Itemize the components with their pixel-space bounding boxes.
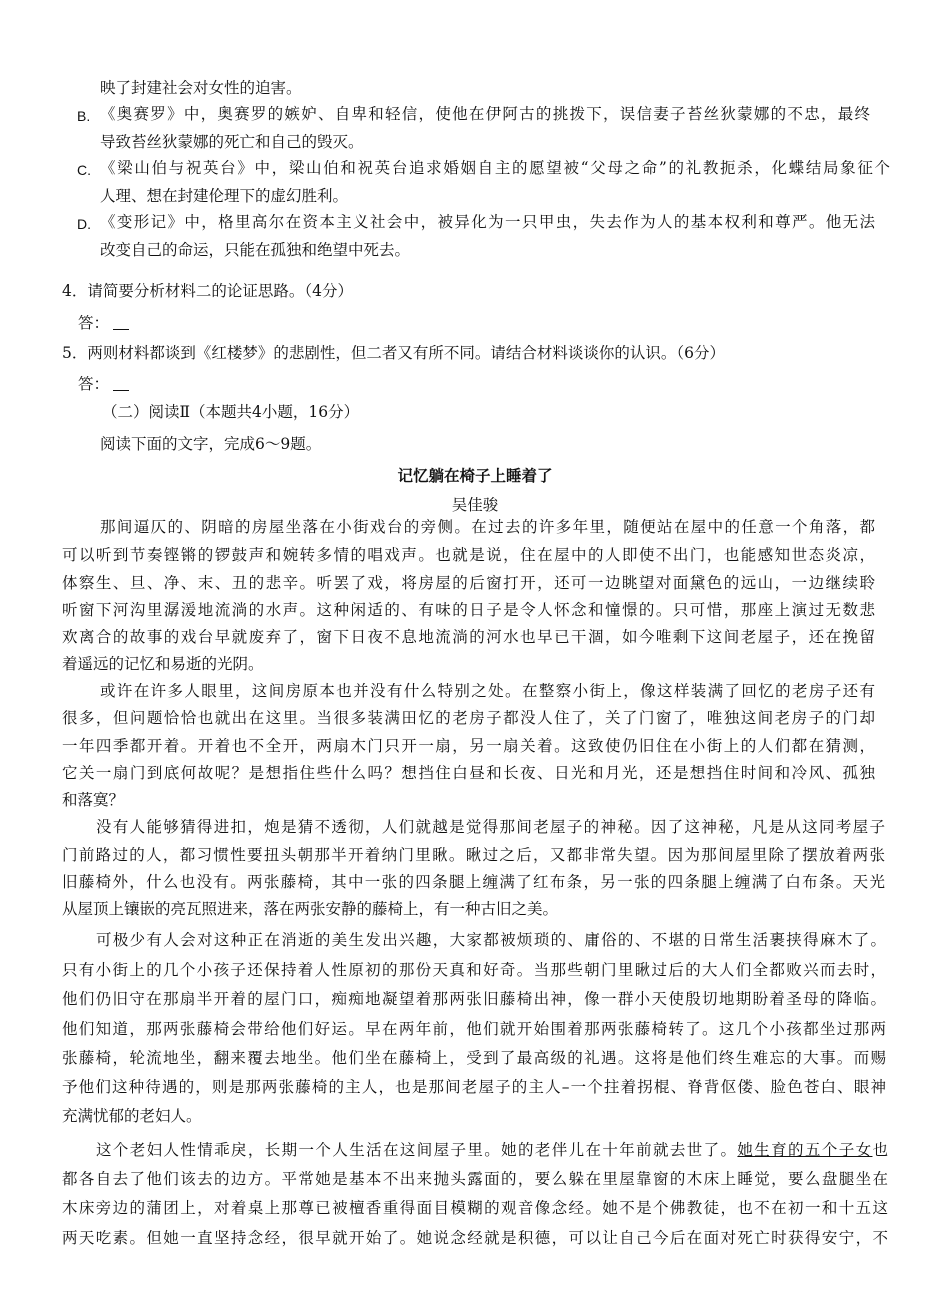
paragraph-5-text: 也 (872, 1141, 888, 1159)
option-c-line-2: 人理、想在封建伦理下的虚幻胜利。 (100, 187, 349, 205)
option-d-line-2: 改变自己的命运，只能在孤独和绝望中死去。 (100, 241, 411, 259)
paragraph-2-line: 它关一扇门到底何故呢？是想指住些什么吗？想挡住白昼和长夜、日光和月光，还是想挡住时间和冷风、孤独 (62, 764, 875, 782)
option-c-line-1: 《梁山伯与祝英台》中，梁山伯和祝英台追求婚姻自主的愿望被“父母之命”的礼教扼杀，化蝶结局象征个 (100, 159, 890, 177)
option-b-line-1: 《奥赛罗》中，奥赛罗的嫉妒、自卑和轻信，使他在伊阿古的挑拨下，误信妻子苔丝狄蒙娜的不忠，最终 (100, 105, 870, 123)
paragraph-2-line: 一年四季都开着。开着也不全开，两扇木门只开一扇，另一扇关着。这致使仍旧住在小街上的人们都在猜测， (62, 737, 875, 755)
paragraph-4-line: 他们仍旧守在那扇半开着的屋门口，痴痴地凝望着那两张旧藤椅出神，像一群小天使殷切地期盼着圣母的降临。 (62, 990, 886, 1008)
option-c-letter: C. (77, 162, 91, 178)
paragraph-4-line: 充满忧郁的老妇人。 (62, 1107, 202, 1125)
paragraph-3-line: 没有人能够猜得进扣，炮是猜不透彻，人们就越是觉得那间老屋子的神秘。因了这神秘，凡是从这同考屋子 (96, 818, 885, 836)
answer-label: 答： (78, 375, 110, 393)
paragraph-1-line: 欢离合的故事的戏台早就废弃了，窗下日夜不息地流淌的河水也早已干涸，如今唯剩下这间老屋子，还在挽留 (62, 628, 875, 646)
option-d-line-1: 《变形记》中，格里高尔在资本主义社会中，被异化为一只甲虫，失去作为人的基本权利和尊严。他无法 (100, 213, 875, 231)
paragraph-2-line: 很多，但问题恰恰也就出在这里。当很多装满田忆的老房子都没人住了，关了门窗了，唯独这间老房子的门却 (62, 709, 875, 727)
paragraph-4-line: 只有小街上的几个小孩子还保持着人性原初的那份天真和好奇。当那些朝门里瞅过后的大人们全都败兴而去时， (62, 961, 886, 979)
paragraph-5-line: 都各自去了他们该去的边方。平常她是基本不出来抛头露面的，要么躲在里屋靠窗的木床上睡觉，要么盘腿坐在 (62, 1170, 888, 1188)
option-b-line-2: 导致苔丝狄蒙娜的死亡和自己的毁灭。 (100, 133, 364, 151)
section-instruction: 阅读下面的文字，完成6～9题。 (100, 435, 322, 453)
answer-4 (78, 313, 129, 333)
answer-4-blank[interactable] (113, 315, 129, 330)
option-a-tail: 映了封建社会对女性的迫害。 (100, 79, 302, 97)
paragraph-1-line: 着遥远的记忆和易逝的光阴。 (62, 655, 264, 673)
section-heading: （二）阅读Ⅱ（本题共4小题，16分） (102, 403, 360, 421)
paragraph-4-line: 予他们这种待遇的，则是那两张藤椅的主人，也是那间老屋子的主人–一个拄着拐棍、脊背伛偻、脸色苍白、眼神 (62, 1078, 886, 1096)
answer-5-blank[interactable] (113, 376, 129, 391)
answer-5 (78, 374, 129, 394)
answer-label: 答： (78, 314, 110, 332)
paragraph-5-line: 木床旁边的蒲团上，对着桌上那尊已被檀香重得面目模糊的观音像念经。她不是个佛教徒，也不在初一和十五这 (62, 1199, 888, 1217)
paragraph-4-line: 可极少有人会对这种正在消逝的美生发出兴趣，大家都被烦琐的、庸俗的、不堪的日常生活裹挟得麻木了。 (96, 931, 886, 949)
paragraph-5-text: 这个老妇人性情乖戾，长期一个人生活在这间屋子里。她的老伴儿在十年前就去世了。 (96, 1141, 738, 1159)
paragraph-1-line: 那间逼仄的、阴暗的房屋坐落在小街戏台的旁侧。在过去的许多年里，随便站在屋中的任意一个角落，都 (100, 518, 875, 536)
paragraph-5-line (96, 1140, 888, 1160)
paragraph-3-line: 从屋顶上镶嵌的亮瓦照进来，落在两张安静的藤椅上，有一种古旧之美。 (62, 900, 559, 918)
paragraph-5-line: 两天吃素。但她一直坚持念经，很早就开始了。她说念经就是积德，可以让自己今后在面对死亡时获得安宁，不 (62, 1229, 888, 1247)
option-d-letter: D. (77, 216, 91, 232)
paragraph-1-line: 可以听到节奏铿锵的锣鼓声和婉转多情的唱戏声。也就是说，住在屋中的人即使不出门，也能感知世态炎凉， (62, 546, 875, 564)
question-5: 5．两则材料都谈到《红楼梦》的悲剧性，但二者又有所不同。请结合材料谈谈你的认识。（6分） (62, 344, 725, 362)
paragraph-1-line: 体察生、旦、净、末、丑的悲辛。听罢了戏，将房屋的后窗打开，还可一边眺望对面黛色的远山，一边继续聆 (62, 574, 875, 592)
underlined-phrase: 她生育的五个子女 (737, 1141, 873, 1159)
article-author: 吴佳骏 (451, 496, 499, 514)
paragraph-1-line: 听窗下河沟里潺湲地流淌的水声。这种闲适的、有味的日子是令人怀念和憧憬的。只可惜，那座上演过无数悲 (62, 601, 875, 619)
question-4: 4．请简要分析材料二的论证思路。（4分） (62, 282, 353, 300)
paragraph-4-line: 张藤椅，轮流地坐，翻来覆去地坐。他们坐在藤椅上，受到了最高级的礼遇。这将是他们终生难忘的大事。而赐 (62, 1049, 886, 1067)
paragraph-3-line: 门前路过的人，都习惯性要扭头朝那半开着纳门里瞅。瞅过之后，又都非常失望。因为那间屋里除了摆放着两张 (62, 846, 885, 864)
article-title: 记忆躺在椅子上睡着了 (397, 466, 553, 485)
paragraph-2-line: 或许在许多人眼里，这间房原本也并没有什么特别之处。在整察小街上，像这样装满了回忆的老房子还有 (100, 682, 875, 700)
paragraph-2-line: 和落寞？ (62, 791, 125, 809)
paragraph-4-line: 他们知道，那两张藤椅会带给他们好运。早在两年前，他们就开始围着那两张藤椅转了。这几个小孩都坐过那两 (62, 1020, 886, 1038)
paragraph-3-line: 旧藤椅外，什么也没有。两张藤椅，其中一张的四条腿上缠满了红布条，另一张的四条腿上缠满了白布条。天光 (62, 873, 885, 891)
option-b-letter: B. (77, 108, 91, 124)
